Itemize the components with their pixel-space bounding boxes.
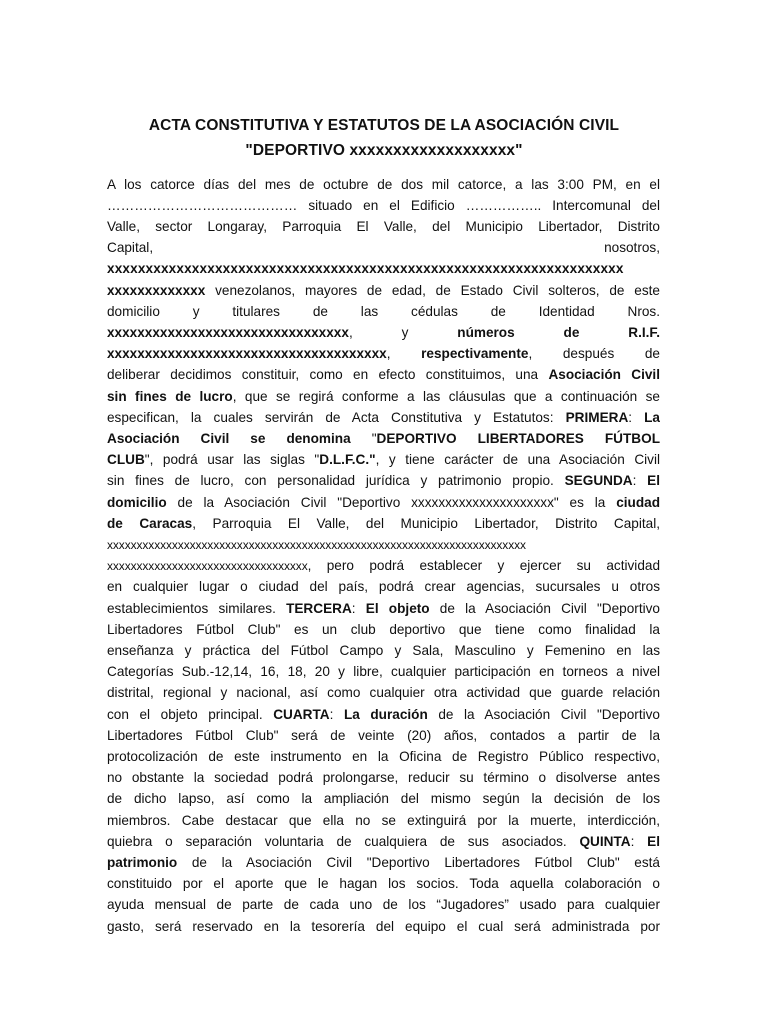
body-line xyxy=(107,810,660,831)
text-run: xxxxxxxxxxxxxxxxxxxxxxxxxxxxxxxxxxxxxxxxxxxxxxxxxxxxxxxxxxxxxxxxxxxxxxx xyxy=(107,537,526,552)
bold-text: de Caracas xyxy=(107,515,193,531)
bold-text: El objeto xyxy=(365,600,430,616)
body-line xyxy=(107,873,660,894)
body-line xyxy=(107,280,660,301)
body-line xyxy=(107,343,660,364)
bold-text: xxxxxxxxxxxxxxxxxxxxxxxxxxxxxxxx xyxy=(107,324,349,340)
body-line xyxy=(107,258,660,279)
bold-text: xxxxxxxxxxxxx xyxy=(107,282,206,298)
body-line xyxy=(107,364,660,385)
body-line xyxy=(107,428,660,449)
bold-text: QUINTA xyxy=(579,833,631,849)
body-line xyxy=(107,322,660,343)
body-line xyxy=(107,301,660,322)
text-run: Libertadores Fútbol Club" será de veinte (20) años, contados a partir de la xyxy=(107,727,660,743)
bold-text: Asociación Civil se denomina xyxy=(107,430,351,446)
text-run: , xyxy=(386,346,422,362)
text-run: especifican, la cuales servirán de Acta Constitutiva y Estatutos: xyxy=(107,409,566,425)
text-run: Valle, sector Longaray, Parroquia El Valle, del Municipio Libertador, Distrito xyxy=(107,218,660,234)
text-run: : xyxy=(628,409,645,425)
body-line xyxy=(107,682,660,703)
body-line xyxy=(107,492,660,513)
body-line xyxy=(107,788,660,809)
body-line xyxy=(107,555,660,576)
body-line xyxy=(107,894,660,915)
bold-text: La duración xyxy=(343,706,428,722)
body-line xyxy=(107,470,660,491)
body-line xyxy=(107,725,660,746)
text-run: xxxxxxxxxxxxxxxxxxxxxxxxxxxxxxxxxx xyxy=(107,559,308,574)
bold-text: xxxxxxxxxxxxxxxxxxxxxxxxxxxxxxxxxxxxx xyxy=(107,346,387,362)
body-line xyxy=(107,916,660,937)
body-line xyxy=(107,174,660,195)
bold-text: La xyxy=(644,409,660,425)
body-line xyxy=(107,237,660,258)
text-run: sin fines de lucro, con personalidad jurídica y patrimonio propio. xyxy=(107,473,565,489)
body-line xyxy=(107,576,660,597)
bold-text: CUARTA xyxy=(273,706,330,722)
text-run: domicilio y titulares de las cédulas de Identidad Nros. xyxy=(107,303,660,319)
bold-text: PRIMERA xyxy=(565,409,629,425)
body-line xyxy=(107,513,660,534)
text-run: : xyxy=(632,473,648,489)
bold-text: patrimonio xyxy=(107,854,178,870)
bold-text: El xyxy=(647,473,660,489)
body-line xyxy=(107,216,660,237)
text-run: establecimientos similares. xyxy=(107,600,287,616)
text-run: , y tiene carácter de una Asociación Civil xyxy=(375,452,660,468)
bold-text: El xyxy=(647,833,660,849)
bold-text: números de R.I.F. xyxy=(457,324,660,340)
text-run: protocolización de este instrumento en la Oficina de Registro Público respectivo, xyxy=(107,748,660,764)
body-line xyxy=(107,619,660,640)
text-run: , que se regirá conforme a las cláusulas que a continuación se xyxy=(232,388,660,404)
bold-text: DEPORTIVO LIBERTADORES FÚTBOL xyxy=(376,430,660,446)
bold-text: ciudad xyxy=(616,494,660,510)
text-run: " xyxy=(350,430,377,446)
text-run: : xyxy=(351,600,366,616)
bold-text: respectivamente xyxy=(421,346,529,362)
text-run: quiebra o separación voluntaria de cualquiera de sus asociados. xyxy=(107,833,580,849)
text-run: , después de xyxy=(528,346,660,362)
body-line xyxy=(107,704,660,725)
bold-text: TERCERA xyxy=(286,600,352,616)
body-line xyxy=(107,831,660,852)
body-line xyxy=(107,852,660,873)
body-line xyxy=(107,640,660,661)
body-line xyxy=(107,449,660,470)
text-run: venezolanos, mayores de edad, de Estado Civil solteros, de este xyxy=(205,282,660,298)
text-run: , pero podrá establecer y ejercer su actividad xyxy=(307,558,660,574)
body-line xyxy=(107,746,660,767)
text-run: con el objeto principal. xyxy=(107,706,274,722)
text-run: …………………………………… situado en el Edificio …………….. Intercomunal del xyxy=(107,197,660,213)
text-run: A los catorce días del mes de octubre de dos mil catorce, a las 3:00 PM, en el xyxy=(107,176,660,192)
text-run: deliberar decidimos constituir, como en efecto constituimos, una xyxy=(107,367,549,383)
body-line xyxy=(107,598,660,619)
text-run: , Parroquia El Valle, del Municipio Libertador, Distrito Capital, xyxy=(192,515,660,531)
document-title-line-2: "DEPORTIVO xxxxxxxxxxxxxxxxxxx" xyxy=(245,142,523,159)
body-line xyxy=(107,767,660,788)
text-run: de la Asociación Civil "Deportivo xyxy=(427,706,660,722)
text-run: constituido por el aporte que le hagan los socios. Toda aquella colaboración o xyxy=(107,876,660,892)
text-run: Categorías Sub.-12,14, 16, 18, 20 y libre, cualquier participación en torneos a nivel xyxy=(107,664,660,680)
text-run: miembros. Cabe destacar que ella no se extinguirá por la muerte, interdicción, xyxy=(107,812,660,828)
document-title-line-1: ACTA CONSTITUTIVA Y ESTATUTOS DE LA ASOCIACIÓN CIVIL xyxy=(148,117,620,134)
text-run: , y xyxy=(348,324,458,340)
body-line xyxy=(107,195,660,216)
text-run: de la Asociación Civil "Deportivo xxxxxxxxxxxxxxxxxxxxx" es la xyxy=(166,494,617,510)
body-line xyxy=(107,386,660,407)
text-run: distrital, regional y nacional, así como cualquier otra actividad que guarde relación xyxy=(107,685,660,701)
body-line xyxy=(107,407,660,428)
bold-text: CLUB xyxy=(107,452,145,468)
bold-text: sin fines de lucro xyxy=(107,388,233,404)
text-run: Capital, nosotros, xyxy=(107,240,660,256)
text-run: en cualquier lugar o ciudad del país, podrá crear agencias, sucursales u otros xyxy=(107,579,660,595)
bold-text: domicilio xyxy=(107,494,167,510)
text-run: Libertadores Fútbol Club" es un club deportivo que tiene como finalidad la xyxy=(107,621,660,637)
bold-text: xxxxxxxxxxxxxxxxxxxxxxxxxxxxxxxxxxxxxxxxxxxxxxxxxxxxxxxxxxxxxxxxxxx xyxy=(107,261,624,277)
text-run: enseñanza y práctica del Fútbol Campo y Sala, Masculino y Femenino en las xyxy=(107,642,660,658)
body-line xyxy=(107,661,660,682)
text-run: de la Asociación Civil "Deportivo xyxy=(429,600,660,616)
text-run: ", podrá usar las siglas " xyxy=(144,452,320,468)
text-run: ayuda mensual de parte de cada uno de los “Jugadores” usado para cualquier xyxy=(107,897,660,913)
text-run: gasto, será reservado en la tesorería del equipo el cual será administrada por xyxy=(107,918,660,934)
bold-text: D.L.F.C." xyxy=(319,452,376,468)
text-run: : xyxy=(329,706,344,722)
bold-text: Asociación Civil xyxy=(548,367,660,383)
body-line xyxy=(107,534,660,555)
bold-text: SEGUNDA xyxy=(564,473,633,489)
text-run: de la Asociación Civil "Deportivo Libertadores Fútbol Club" está xyxy=(177,854,660,870)
text-run: : xyxy=(630,833,648,849)
text-run: no obstante la sociedad podrá prolongarse, reducir su término o disolverse antes xyxy=(107,770,660,786)
text-run: de dicho lapso, así como la ampliación del mismo según la decisión de los xyxy=(107,791,660,807)
